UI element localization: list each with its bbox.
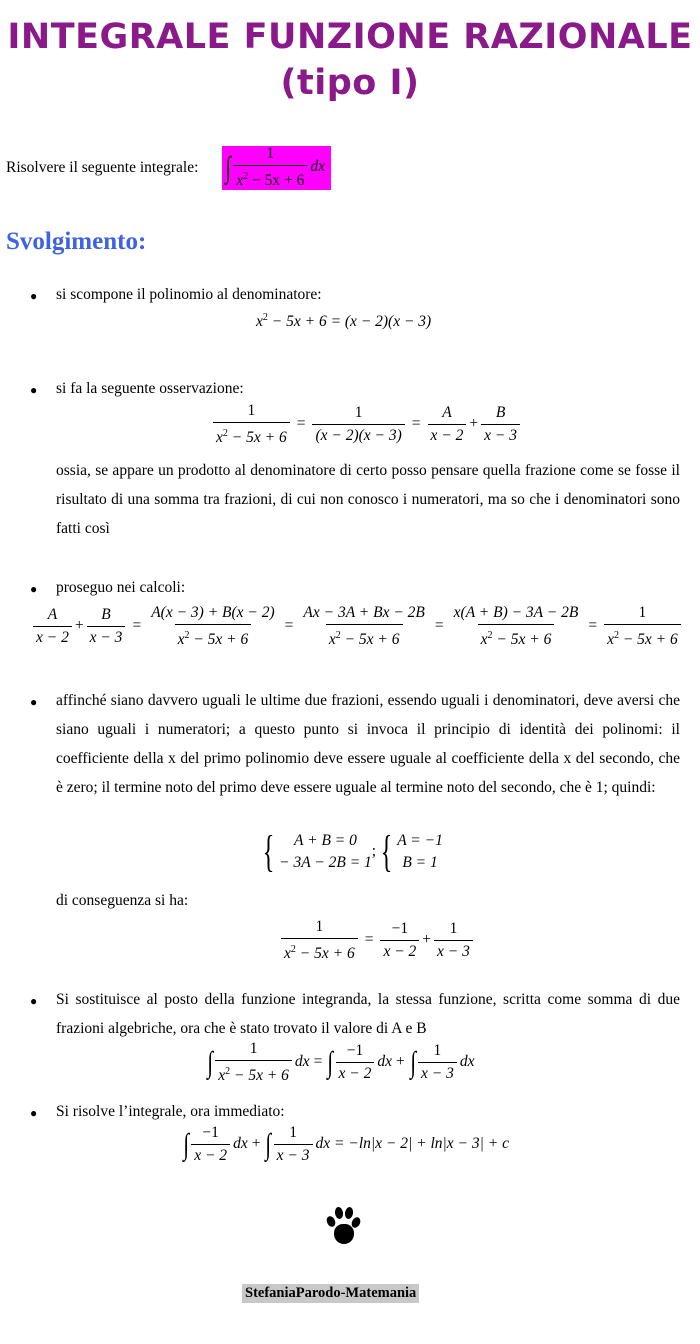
footer-signature: StefaniaParodo-Matemania (242, 1284, 419, 1303)
bullet-dot: ● (30, 1106, 38, 1120)
intro-text: Risolvere il seguente integrale: (6, 159, 199, 176)
linear-system: { A + B = 0 − 3A − 2B = 1 ; { A = −1 B = 1 (262, 827, 443, 876)
bullet-text-3: proseguo nei calcoli: (56, 579, 186, 596)
integral-sign: ∫ (225, 150, 231, 184)
bullet-text-4: affinché siano davvero uguali le ultime due frazioni, essendo uguali i denominatori, deve aversi che siano uguali i numeratori; a questo punto si invoca il principio di identità dei polinomi: il coefficiente della x del primo polinomio deve essere uguale al coefficiente della x del secondo, che è zero; il termine noto del primo deve essere uguale al termine noto del secondo, che è 1; quindi: (56, 692, 680, 796)
integral-split: ∫ $\frac{1}{x^2 - 5x + 6}$ dx = ∫ $\frac{-1}{x - 2}$ dx + ∫ $\frac{1}{x - 3}$ dx (207, 1040, 475, 1085)
page-title: INTEGRALE FUNZIONE RAZIONALE (tipo I) (7, 17, 693, 103)
final-integral: ∫ $\frac{-1}{x - 2}$ dx + ∫ $\frac{1}{x - 3}$ dx = −ln|x − 2| + ln|x − 3| + c (183, 1124, 509, 1164)
bullet-text-6: Si risolve l’integrale, ora immediato: (56, 1103, 285, 1120)
paw-print-icon (326, 1206, 360, 1246)
decomposition-result: $\frac{1}{x^2 - 5x + 6}$ = $\frac{-1}{x - 2}$ + $\frac{1}{x - 3}$ (278, 918, 476, 963)
bullet-dot: ● (30, 383, 38, 397)
bullet-text-1: si scompone il polinomio al denominatore: (56, 286, 322, 303)
bullet-text-5: Si sostituisce al posto della funzione integranda, la stessa funzione, scritta come somma di due frazioni algebriche, ora che è stato trovato il valore di A e B (56, 991, 680, 1037)
integrand-fraction: $\frac{1}{x^2 - 5x + 6}$ (233, 145, 307, 190)
section-heading: Svolgimento: (6, 228, 147, 255)
consequence-text: di conseguenza si ha: (56, 892, 189, 909)
bullet-dot: ● (30, 582, 38, 596)
bullet-dot: ● (30, 289, 38, 303)
calculation-chain: $\frac{A}{x - 2}$ + $\frac{B}{x - 3}$ = $\frac{A(x - 3) + B(x - 2)}{x^2 - 5x + 6}$ = $\frac{Ax - 3A + Bx - 2B}{x^2 - 5x + 6}$ = $\frac{x(A + B) - 3A - 2B}{x^2 - 5x + 6}$ = $\frac{1}{x^2 - 5x + 6}$ (30, 604, 684, 649)
bullet-text-2: si fa la seguente osservazione: (56, 380, 244, 397)
observation-note: ossia, se appare un prodotto al denominatore di certo posso pensare quella frazione come se fosse il risultato di una somma tra frazioni, di cui non conosco i numeratori, ma so che i denominatori sono fatti così (56, 462, 680, 537)
factorization-formula: $x^2 - 5x + 6 = (x - 2)(x - 3)$ (256, 312, 432, 331)
bullet-dot: ● (30, 695, 38, 709)
observation-formula: $\frac{1}{x^2 - 5x + 6}$ = $\frac{1}{(x - 2)(x - 3)}$ = $\frac{A}{x - 2}$ + $\frac{B}{x - 3}$ (210, 402, 523, 447)
bullet-dot: ● (30, 994, 38, 1008)
integral-highlight: ∫ $\frac{1}{x^2 - 5x + 6}$ dx (222, 146, 331, 190)
